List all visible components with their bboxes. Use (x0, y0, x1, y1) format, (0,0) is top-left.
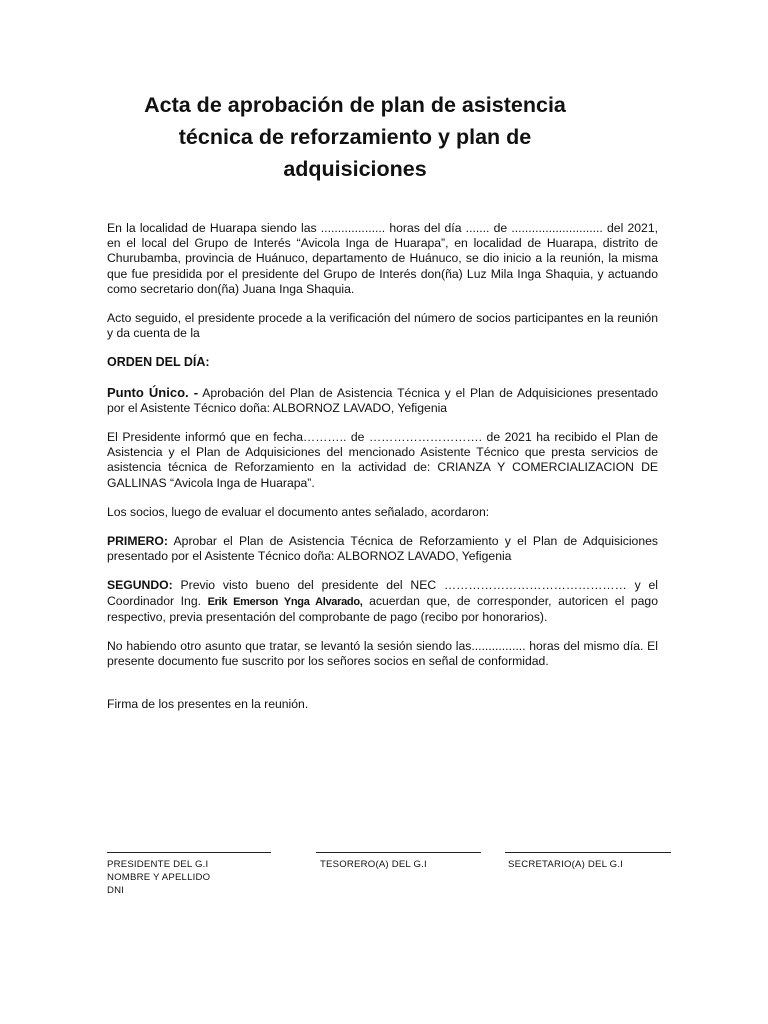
signature-intro: Firma de los presentes en la reunión. (107, 697, 309, 712)
secretary-signature-block (508, 858, 623, 871)
agenda-heading: ORDEN DEL DÍA: (107, 355, 210, 370)
single-point-text: Aprobación del Plan de Asistencia Técnica y el Plan de Adquisiciones presentado por el Asistente Técnico doña: ALBORNOZ LAVADO, Yefigenia (107, 385, 658, 415)
president-signature-block (107, 858, 210, 897)
coordinator-name: Erik Emerson Ynga Alvarado, (207, 595, 363, 608)
document-title (120, 89, 590, 185)
first-agreement-label: PRIMERO: (107, 534, 168, 549)
single-point-label: Punto Único. - (107, 384, 199, 400)
president-report-paragraph: El Presidente informó que en fecha……….. de ………………………. de 2021 ha recibido el Plan de Asistencia y el Plan de Adquisiciones del mencionado Asistente Técnico que presta servicios de asistencia técnica de Reforzamiento en la actividad de: CRIANZA Y COMERCIALIZACION DE GALLINAS “Avicola Inga de Huarapa”. (107, 430, 658, 490)
title-line-3: adquisiciones (283, 157, 427, 181)
first-agreement-text: Aprobar el Plan de Asistencia Técnica de Reforzamiento y el Plan de Adquisiciones presentado por el Asistente Técnico doña: ALBORNOZ LAVADO, Yefigenia (107, 534, 658, 564)
second-agreement-label: SEGUNDO: (107, 578, 173, 593)
president-role: PRESIDENTE DEL G.I (107, 859, 209, 870)
intro-paragraph: En la localidad de Huarapa siendo las ................... horas del día ....... de ........................... del 2021, en el local del Grupo de Interés “Avicola Inga de Huarapa”, en localidad de Huarapa, distrito de Churubamba, provincia de Huánuco, departamento de Huánuco, se dio inicio a la reunión, la misma que fue presidida por el presidente del Grupo de Interés don(ña) Luz Mila Inga Shaquia, y actuando como secretario don(ña) Juana Inga Shaquia. (107, 221, 658, 296)
document-body (107, 221, 658, 713)
treasurer-signature-block (320, 858, 427, 871)
president-dni-label: DNI (107, 885, 125, 896)
treasurer-signature-line (316, 852, 481, 853)
title-line-1: Acta de aprobación de plan de asistencia (144, 93, 566, 117)
second-agreement-text-a: Previo visto bueno del presidente del NEC ……………………………………… y el Coordinador Ing. (107, 578, 658, 608)
president-signature-line (107, 852, 271, 853)
second-agreement-text-b: acuerdan que, de corresponder, autoricen el pago respectivo, previa presentación del comprobante de pago (recibo por honorarios). (107, 593, 658, 624)
title-line-2: técnica de reforzamiento y plan de (178, 125, 532, 149)
second-agreement-paragraph (107, 578, 658, 625)
members-paragraph: Los socios, luego de evaluar el documento antes señalado, acordaron: (107, 504, 490, 519)
verification-paragraph: Acto seguido, el presidente procede a la verificación del número de socios participantes en la reunión y da cuenta de la (107, 311, 658, 341)
secretary-signature-line (505, 852, 671, 853)
treasurer-role: TESORERO(A) DEL G.I (320, 859, 427, 870)
single-point-paragraph (107, 385, 658, 416)
secretary-role: SECRETARIO(A) DEL G.I (508, 859, 624, 870)
first-agreement-paragraph (107, 534, 658, 564)
closing-paragraph: No habiendo otro asunto que tratar, se levantó la sesión siendo las................ horas del mismo día. El presente documento fue suscrito por los señores socios en señal de conformidad. (107, 639, 658, 669)
president-name-label: NOMBRE Y APELLIDO (107, 872, 211, 883)
